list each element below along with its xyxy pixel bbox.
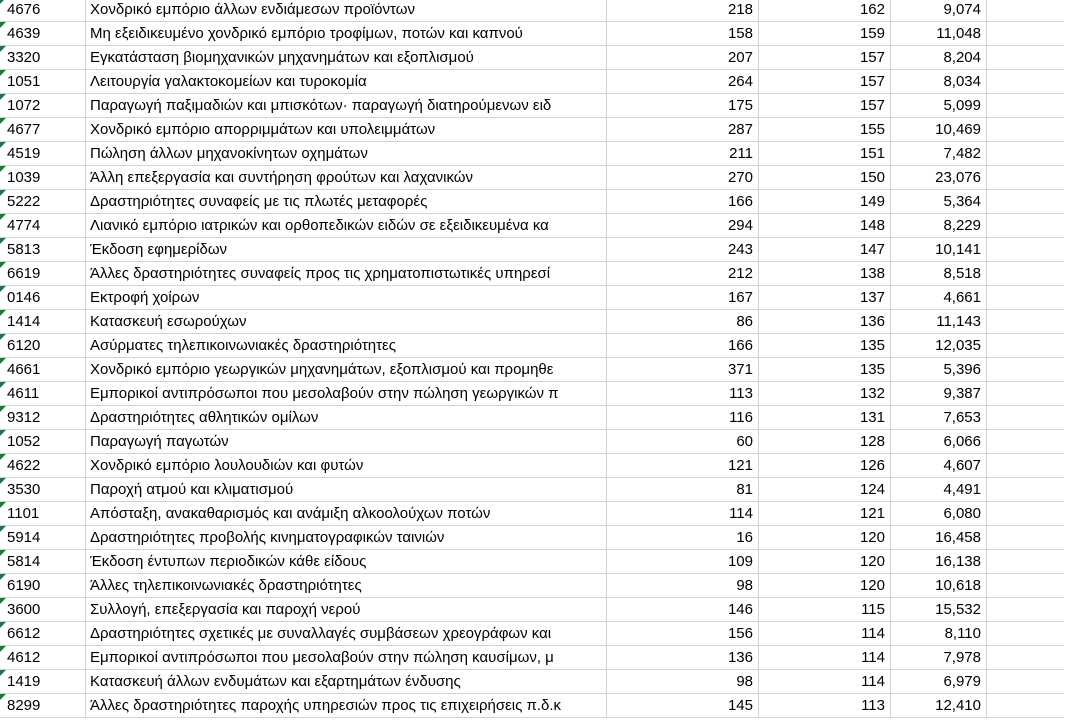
number-stored-as-text-indicator-icon xyxy=(0,526,6,532)
value-cell-3[interactable]: 11,143 xyxy=(891,310,987,333)
value-cell-1[interactable]: 98 xyxy=(607,670,759,693)
table-row xyxy=(0,190,1067,214)
value-cell-3[interactable]: 8,229 xyxy=(891,214,987,237)
value-cell-3[interactable]: 6,080 xyxy=(891,502,987,525)
activity-description-cell[interactable]: Κατασκευή άλλων ενδυμάτων και εξαρτημάτων ένδυσης xyxy=(86,670,607,693)
activity-description-cell[interactable]: Πώληση άλλων μηχανοκίνητων οχημάτων xyxy=(86,142,607,165)
activity-code-text: 3320 xyxy=(7,49,41,66)
value-cell-1[interactable]: 136 xyxy=(607,646,759,669)
activity-code-cell[interactable] xyxy=(0,286,86,309)
activity-code-cell[interactable] xyxy=(0,190,86,213)
value-cell-2[interactable]: 151 xyxy=(759,142,891,165)
table-row xyxy=(0,94,1067,118)
activity-code-cell[interactable] xyxy=(0,454,86,477)
activity-description-cell[interactable]: Παροχή ατμού και κλιματισμού xyxy=(86,478,607,501)
activity-code-text: 4639 xyxy=(7,25,41,42)
activity-code-text: 4774 xyxy=(7,217,41,234)
empty-cell[interactable] xyxy=(987,382,1067,405)
value-cell-1[interactable]: 114 xyxy=(607,502,759,525)
value-cell-3[interactable]: 7,978 xyxy=(891,646,987,669)
number-stored-as-text-indicator-icon xyxy=(0,70,6,76)
empty-cell[interactable] xyxy=(987,286,1067,309)
value-cell-3[interactable]: 9,387 xyxy=(891,382,987,405)
number-stored-as-text-indicator-icon xyxy=(0,46,6,52)
activity-code-text: 4622 xyxy=(7,457,41,474)
table-row xyxy=(0,0,1067,22)
empty-cell[interactable] xyxy=(987,694,1067,717)
value-cell-1[interactable]: 146 xyxy=(607,598,759,621)
activity-code-cell[interactable] xyxy=(0,358,86,381)
activity-description-cell[interactable]: Άλλες δραστηριότητες παροχής υπηρεσιών προς τις επιχειρήσεις π.δ.κ xyxy=(86,694,607,717)
activity-description-cell[interactable]: Δραστηριότητες προβολής κινηματογραφικών ταινιών xyxy=(86,526,607,549)
activity-code-cell[interactable] xyxy=(0,598,86,621)
activity-description-cell[interactable]: Άλλη επεξεργασία και συντήρηση φρούτων και λαχανικών xyxy=(86,166,607,189)
empty-cell[interactable] xyxy=(987,526,1067,549)
value-cell-2[interactable]: 121 xyxy=(759,502,891,525)
value-cell-3[interactable]: 16,138 xyxy=(891,550,987,573)
activity-description-cell[interactable]: Δραστηριότητες αθλητικών ομίλων xyxy=(86,406,607,429)
table-row xyxy=(0,646,1067,670)
value-cell-3[interactable]: 8,034 xyxy=(891,70,987,93)
value-cell-1[interactable]: 109 xyxy=(607,550,759,573)
activity-description-cell[interactable]: Ασύρματες τηλεπικοινωνιακές δραστηριότητες xyxy=(86,334,607,357)
value-cell-3[interactable]: 5,396 xyxy=(891,358,987,381)
number-stored-as-text-indicator-icon xyxy=(0,166,6,172)
activity-code-cell[interactable] xyxy=(0,214,86,237)
value-cell-1[interactable]: 243 xyxy=(607,238,759,261)
activity-description-cell[interactable]: Άλλες τηλεπικοινωνιακές δραστηριότητες xyxy=(86,574,607,597)
number-stored-as-text-indicator-icon xyxy=(0,94,6,100)
value-cell-1[interactable]: 287 xyxy=(607,118,759,141)
value-cell-1[interactable]: 166 xyxy=(607,334,759,357)
activity-code-text: 5222 xyxy=(7,193,41,210)
activity-code-text: 6619 xyxy=(7,265,41,282)
value-cell-2[interactable]: 155 xyxy=(759,118,891,141)
activity-description-cell[interactable]: Δραστηριότητες συναφείς με τις πλωτές μεταφορές xyxy=(86,190,607,213)
activity-code-text: 5814 xyxy=(7,553,41,570)
table-row xyxy=(0,358,1067,382)
value-cell-3[interactable]: 23,076 xyxy=(891,166,987,189)
number-stored-as-text-indicator-icon xyxy=(0,262,6,268)
activity-code-text: 1101 xyxy=(7,505,40,522)
table-row xyxy=(0,238,1067,262)
activity-code-text: 4519 xyxy=(7,145,41,162)
activity-code-cell[interactable] xyxy=(0,550,86,573)
activity-code-text: 5914 xyxy=(7,529,41,546)
table-row xyxy=(0,694,1067,718)
table-row xyxy=(0,550,1067,574)
value-cell-2[interactable]: 157 xyxy=(759,70,891,93)
empty-cell[interactable] xyxy=(987,310,1067,333)
activity-code-cell[interactable] xyxy=(0,166,86,189)
empty-cell[interactable] xyxy=(987,454,1067,477)
value-cell-1[interactable]: 294 xyxy=(607,214,759,237)
value-cell-1[interactable]: 145 xyxy=(607,694,759,717)
value-cell-1[interactable]: 371 xyxy=(607,358,759,381)
value-cell-2[interactable]: 132 xyxy=(759,382,891,405)
number-stored-as-text-indicator-icon xyxy=(0,670,6,676)
number-stored-as-text-indicator-icon xyxy=(0,598,6,604)
activity-description-cell[interactable]: Έκδοση εφημερίδων xyxy=(86,238,607,261)
value-cell-2[interactable]: 162 xyxy=(759,0,891,21)
value-cell-1[interactable]: 207 xyxy=(607,46,759,69)
number-stored-as-text-indicator-icon xyxy=(0,382,6,388)
activity-description-cell[interactable]: Χονδρικό εμπόριο λουλουδιών και φυτών xyxy=(86,454,607,477)
value-cell-2[interactable]: 120 xyxy=(759,550,891,573)
number-stored-as-text-indicator-icon xyxy=(0,0,6,4)
table-row xyxy=(0,118,1067,142)
activity-code-text: 4661 xyxy=(7,361,41,378)
value-cell-2[interactable]: 126 xyxy=(759,454,891,477)
number-stored-as-text-indicator-icon xyxy=(0,334,6,340)
table-row xyxy=(0,526,1067,550)
table-row xyxy=(0,454,1067,478)
activity-code-text: 5813 xyxy=(7,241,41,258)
value-cell-2[interactable]: 157 xyxy=(759,94,891,117)
value-cell-3[interactable]: 12,035 xyxy=(891,334,987,357)
value-cell-2[interactable]: 137 xyxy=(759,286,891,309)
value-cell-3[interactable]: 6,066 xyxy=(891,430,987,453)
activity-code-cell[interactable] xyxy=(0,334,86,357)
activity-code-cell[interactable] xyxy=(0,94,86,117)
empty-cell[interactable] xyxy=(987,670,1067,693)
empty-cell[interactable] xyxy=(987,22,1067,45)
activity-code-cell[interactable] xyxy=(0,502,86,525)
value-cell-1[interactable]: 158 xyxy=(607,22,759,45)
number-stored-as-text-indicator-icon xyxy=(0,502,6,508)
activity-code-text: 1419 xyxy=(7,673,41,690)
value-cell-3[interactable]: 10,141 xyxy=(891,238,987,261)
activity-code-text: 6190 xyxy=(7,577,41,594)
value-cell-1[interactable]: 113 xyxy=(607,382,759,405)
table-row xyxy=(0,334,1067,358)
activity-code-text: 4677 xyxy=(7,121,41,138)
value-cell-2[interactable]: 138 xyxy=(759,262,891,285)
activity-code-text: 6120 xyxy=(7,337,41,354)
value-cell-3[interactable]: 4,491 xyxy=(891,478,987,501)
activity-code-text: 9312 xyxy=(7,409,41,426)
activity-code-cell[interactable] xyxy=(0,142,86,165)
activity-description-cell[interactable]: Μη εξειδικευμένο χονδρικό εμπόριο τροφίμων, ποτών και καπνού xyxy=(86,22,607,45)
activity-code-text: 1039 xyxy=(7,169,41,186)
empty-cell[interactable] xyxy=(987,0,1067,21)
activity-code-cell[interactable] xyxy=(0,46,86,69)
number-stored-as-text-indicator-icon xyxy=(0,142,6,148)
number-stored-as-text-indicator-icon xyxy=(0,430,6,436)
activity-code-cell[interactable] xyxy=(0,22,86,45)
value-cell-1[interactable]: 121 xyxy=(607,454,759,477)
value-cell-3[interactable]: 7,482 xyxy=(891,142,987,165)
empty-cell[interactable] xyxy=(987,478,1067,501)
activity-description-cell[interactable]: Εγκατάσταση βιομηχανικών μηχανημάτων και εξοπλισμού xyxy=(86,46,607,69)
table-row xyxy=(0,430,1067,454)
activity-description-cell[interactable]: Εκτροφή χοίρων xyxy=(86,286,607,309)
value-cell-2[interactable]: 114 xyxy=(759,670,891,693)
table-row xyxy=(0,70,1067,94)
activity-description-cell[interactable]: Λειτουργία γαλακτοκομείων και τυροκομία xyxy=(86,70,607,93)
activity-description-cell[interactable]: Απόσταξη, ανακαθαρισμός και ανάμιξη αλκοολούχων ποτών xyxy=(86,502,607,525)
value-cell-1[interactable]: 166 xyxy=(607,190,759,213)
value-cell-3[interactable]: 4,661 xyxy=(891,286,987,309)
activity-code-cell[interactable] xyxy=(0,238,86,261)
value-cell-2[interactable]: 157 xyxy=(759,46,891,69)
value-cell-3[interactable]: 5,364 xyxy=(891,190,987,213)
number-stored-as-text-indicator-icon xyxy=(0,286,6,292)
table-row xyxy=(0,670,1067,694)
number-stored-as-text-indicator-icon xyxy=(0,574,6,580)
empty-cell[interactable] xyxy=(987,358,1067,381)
value-cell-3[interactable]: 7,653 xyxy=(891,406,987,429)
activity-code-cell[interactable] xyxy=(0,406,86,429)
empty-cell[interactable] xyxy=(987,502,1067,525)
value-cell-2[interactable]: 135 xyxy=(759,334,891,357)
empty-cell[interactable] xyxy=(987,262,1067,285)
empty-cell[interactable] xyxy=(987,70,1067,93)
empty-cell[interactable] xyxy=(987,598,1067,621)
activity-description-cell[interactable]: Κατασκευή εσωρούχων xyxy=(86,310,607,333)
activity-code-text: 4611 xyxy=(7,385,40,402)
table-row xyxy=(0,262,1067,286)
table-row xyxy=(0,478,1067,502)
value-cell-3[interactable]: 4,607 xyxy=(891,454,987,477)
activity-code-cell[interactable] xyxy=(0,622,86,645)
number-stored-as-text-indicator-icon xyxy=(0,358,6,364)
value-cell-2[interactable]: 115 xyxy=(759,598,891,621)
activity-code-text: 1051 xyxy=(7,73,41,90)
empty-cell[interactable] xyxy=(987,622,1067,645)
number-stored-as-text-indicator-icon xyxy=(0,214,6,220)
number-stored-as-text-indicator-icon xyxy=(0,454,6,460)
number-stored-as-text-indicator-icon xyxy=(0,550,6,556)
value-cell-2[interactable]: 114 xyxy=(759,646,891,669)
value-cell-3[interactable]: 16,458 xyxy=(891,526,987,549)
number-stored-as-text-indicator-icon xyxy=(0,22,6,28)
value-cell-1[interactable]: 16 xyxy=(607,526,759,549)
empty-cell[interactable] xyxy=(987,238,1067,261)
value-cell-3[interactable]: 11,048 xyxy=(891,22,987,45)
empty-cell[interactable] xyxy=(987,646,1067,669)
empty-cell[interactable] xyxy=(987,334,1067,357)
empty-cell[interactable] xyxy=(987,550,1067,573)
number-stored-as-text-indicator-icon xyxy=(0,190,6,196)
activity-code-cell[interactable] xyxy=(0,118,86,141)
empty-cell[interactable] xyxy=(987,214,1067,237)
activity-code-text: 4612 xyxy=(7,649,41,666)
activity-code-text: 3600 xyxy=(7,601,41,618)
value-cell-3[interactable]: 15,532 xyxy=(891,598,987,621)
value-cell-1[interactable]: 212 xyxy=(607,262,759,285)
table-row xyxy=(0,382,1067,406)
value-cell-2[interactable]: 128 xyxy=(759,430,891,453)
table-row xyxy=(0,286,1067,310)
value-cell-2[interactable]: 148 xyxy=(759,214,891,237)
value-cell-2[interactable]: 120 xyxy=(759,526,891,549)
number-stored-as-text-indicator-icon xyxy=(0,694,6,700)
activity-description-cell[interactable]: Εμπορικοί αντιπρόσωποι που μεσολαβούν στην πώληση καυσίμων, μ xyxy=(86,646,607,669)
activity-description-cell[interactable]: Παραγωγή παγωτών xyxy=(86,430,607,453)
activity-code-cell[interactable] xyxy=(0,670,86,693)
value-cell-3[interactable]: 9,074 xyxy=(891,0,987,21)
value-cell-3[interactable]: 8,110 xyxy=(891,622,987,645)
table-row xyxy=(0,502,1067,526)
value-cell-1[interactable]: 60 xyxy=(607,430,759,453)
value-cell-2[interactable]: 124 xyxy=(759,478,891,501)
value-cell-2[interactable]: 149 xyxy=(759,190,891,213)
value-cell-1[interactable]: 116 xyxy=(607,406,759,429)
empty-cell[interactable] xyxy=(987,190,1067,213)
empty-cell[interactable] xyxy=(987,574,1067,597)
activity-code-cell[interactable] xyxy=(0,70,86,93)
activity-code-text: 1414 xyxy=(7,313,41,330)
value-cell-1[interactable]: 270 xyxy=(607,166,759,189)
activity-description-cell[interactable]: Χονδρικό εμπόριο άλλων ενδιάμεσων προϊόντων xyxy=(86,0,607,21)
activity-description-cell[interactable]: Χονδρικό εμπόριο απορριμμάτων και υπολειμμάτων xyxy=(86,118,607,141)
value-cell-2[interactable]: 150 xyxy=(759,166,891,189)
value-cell-2[interactable]: 135 xyxy=(759,358,891,381)
value-cell-1[interactable]: 218 xyxy=(607,0,759,21)
activity-code-cell[interactable] xyxy=(0,574,86,597)
table-row xyxy=(0,22,1067,46)
table-row xyxy=(0,574,1067,598)
activity-code-text: 6612 xyxy=(7,625,41,642)
activity-code-text: 4676 xyxy=(7,1,41,18)
value-cell-2[interactable]: 113 xyxy=(759,694,891,717)
number-stored-as-text-indicator-icon xyxy=(0,478,6,484)
value-cell-2[interactable]: 120 xyxy=(759,574,891,597)
activity-code-cell[interactable] xyxy=(0,310,86,333)
value-cell-2[interactable]: 136 xyxy=(759,310,891,333)
activity-code-cell[interactable] xyxy=(0,382,86,405)
value-cell-1[interactable]: 211 xyxy=(607,142,759,165)
activity-code-cell[interactable] xyxy=(0,0,86,21)
activity-code-text: 0146 xyxy=(7,289,41,306)
value-cell-1[interactable]: 98 xyxy=(607,574,759,597)
value-cell-2[interactable]: 131 xyxy=(759,406,891,429)
table-row xyxy=(0,46,1067,70)
value-cell-3[interactable]: 10,618 xyxy=(891,574,987,597)
table-row xyxy=(0,166,1067,190)
table-row xyxy=(0,598,1067,622)
table-row xyxy=(0,406,1067,430)
activity-code-text: 1072 xyxy=(7,97,41,114)
activity-description-cell[interactable]: Χονδρικό εμπόριο γεωργικών μηχανημάτων, εξοπλισμού και προμηθε xyxy=(86,358,607,381)
activity-code-text: 8299 xyxy=(7,697,41,714)
value-cell-3[interactable]: 8,518 xyxy=(891,262,987,285)
empty-cell[interactable] xyxy=(987,406,1067,429)
activity-description-cell[interactable]: Συλλογή, επεξεργασία και παροχή νερού xyxy=(86,598,607,621)
activity-description-cell[interactable]: Παραγωγή παξιμαδιών και μπισκότων· παραγωγή διατηρούμενων ειδ xyxy=(86,94,607,117)
number-stored-as-text-indicator-icon xyxy=(0,238,6,244)
activity-code-cell[interactable] xyxy=(0,430,86,453)
activity-code-cell[interactable] xyxy=(0,694,86,717)
activity-code-cell[interactable] xyxy=(0,262,86,285)
value-cell-2[interactable]: 147 xyxy=(759,238,891,261)
activity-description-cell[interactable]: Εμπορικοί αντιπρόσωποι που μεσολαβούν στην πώληση γεωργικών π xyxy=(86,382,607,405)
table-row xyxy=(0,622,1067,646)
value-cell-2[interactable]: 114 xyxy=(759,622,891,645)
value-cell-3[interactable]: 8,204 xyxy=(891,46,987,69)
value-cell-3[interactable]: 12,410 xyxy=(891,694,987,717)
activity-description-cell[interactable]: Άλλες δραστηριότητες συναφείς προς τις χρηματοπιστωτικές υπηρεσί xyxy=(86,262,607,285)
number-stored-as-text-indicator-icon xyxy=(0,118,6,124)
table-row xyxy=(0,310,1067,334)
number-stored-as-text-indicator-icon xyxy=(0,310,6,316)
activity-code-cell[interactable] xyxy=(0,526,86,549)
number-stored-as-text-indicator-icon xyxy=(0,646,6,652)
activity-code-text: 3530 xyxy=(7,481,41,498)
empty-cell[interactable] xyxy=(987,94,1067,117)
empty-cell[interactable] xyxy=(987,166,1067,189)
value-cell-2[interactable]: 159 xyxy=(759,22,891,45)
activity-code-text: 1052 xyxy=(7,433,41,450)
value-cell-3[interactable]: 10,469 xyxy=(891,118,987,141)
empty-cell[interactable] xyxy=(987,430,1067,453)
value-cell-1[interactable]: 81 xyxy=(607,478,759,501)
number-stored-as-text-indicator-icon xyxy=(0,406,6,412)
value-cell-3[interactable]: 5,099 xyxy=(891,94,987,117)
value-cell-1[interactable]: 167 xyxy=(607,286,759,309)
activity-description-cell[interactable]: Δραστηριότητες σχετικές με συναλλαγές συμβάσεων χρεογράφων και xyxy=(86,622,607,645)
activity-description-cell[interactable]: Έκδοση έντυπων περιοδικών κάθε είδους xyxy=(86,550,607,573)
empty-cell[interactable] xyxy=(987,46,1067,69)
value-cell-1[interactable]: 156 xyxy=(607,622,759,645)
activity-code-cell[interactable] xyxy=(0,478,86,501)
value-cell-1[interactable]: 175 xyxy=(607,94,759,117)
activity-description-cell[interactable]: Λιανικό εμπόριο ιατρικών και ορθοπεδικών ειδών σε εξειδικευμένα κα xyxy=(86,214,607,237)
empty-cell[interactable] xyxy=(987,142,1067,165)
number-stored-as-text-indicator-icon xyxy=(0,622,6,628)
table-row xyxy=(0,214,1067,238)
value-cell-3[interactable]: 6,979 xyxy=(891,670,987,693)
activity-code-cell[interactable] xyxy=(0,646,86,669)
value-cell-1[interactable]: 86 xyxy=(607,310,759,333)
empty-cell[interactable] xyxy=(987,118,1067,141)
value-cell-1[interactable]: 264 xyxy=(607,70,759,93)
table-row xyxy=(0,142,1067,166)
